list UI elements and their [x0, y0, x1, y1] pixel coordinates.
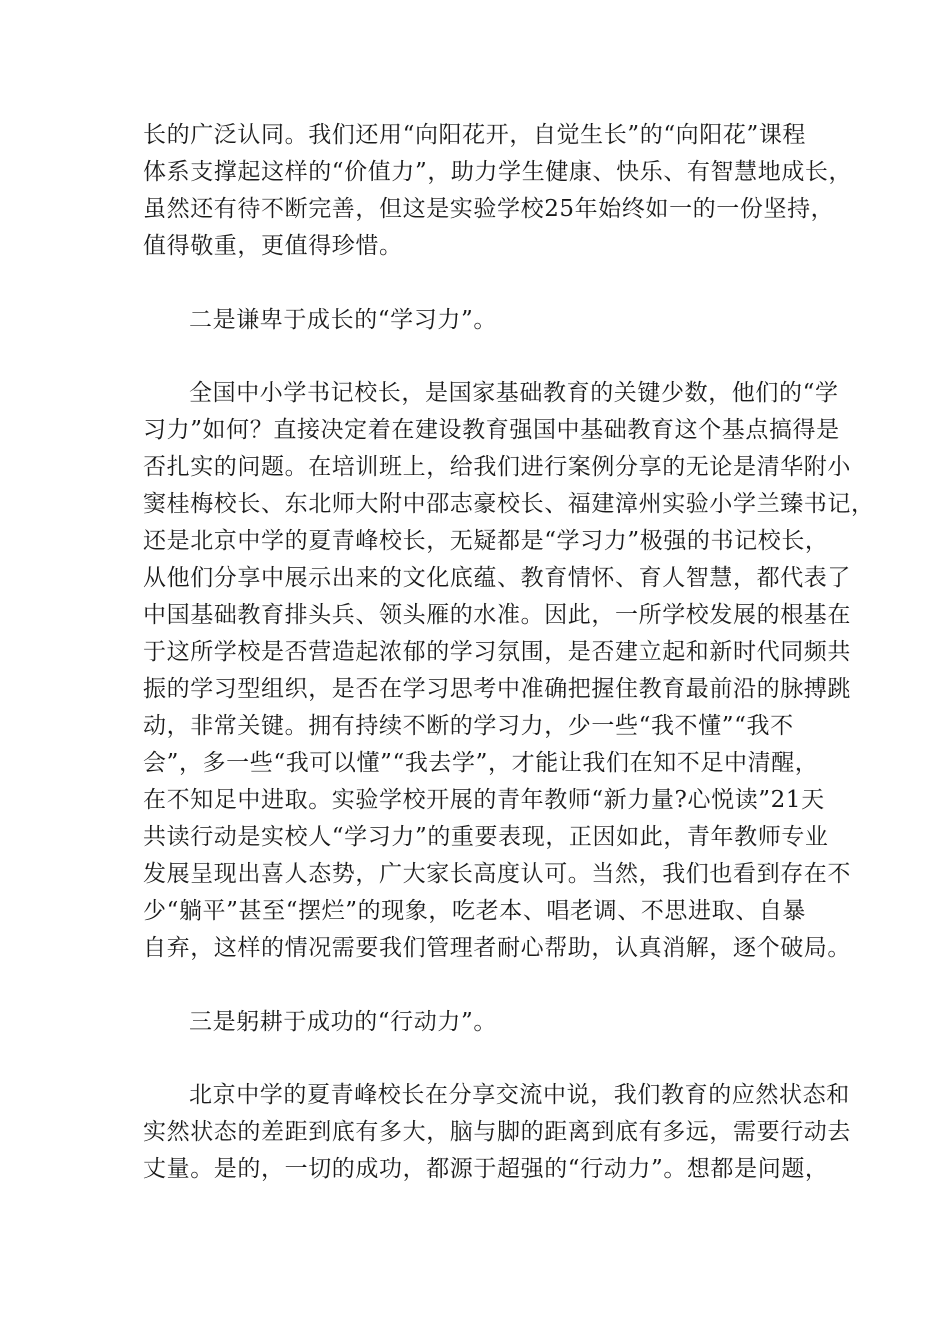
paragraph-line: 发展呈现出喜人态势，广大家长高度认可。当然，我们也看到存在不	[143, 861, 851, 887]
section-heading: 二是谦卑于成长的“学习力”。	[189, 307, 497, 333]
paragraph-line: 否扎实的问题。在培训班上，给我们进行案例分享的无论是清华附小	[143, 454, 851, 480]
paragraph-line: 动，非常关键。拥有持续不断的学习力，少一些“我不懂”“我不	[143, 713, 794, 739]
paragraph-line: 在不知足中进取。实验学校开展的青年教师“新力量?心悦读”21天	[143, 787, 825, 813]
paragraph-line: 全国中小学书记校长，是国家基础教育的关键少数，他们的“学	[189, 380, 839, 406]
paragraph-line: 长的广泛认同。我们还用“向阳花开，自觉生长”的“向阳花”课程	[143, 122, 807, 148]
paragraph-line: 自弃，这样的情况需要我们管理者耐心帮助，认真消解，逐个破局。	[143, 935, 851, 961]
section-heading: 三是躬耕于成功的“行动力”。	[189, 1009, 497, 1035]
paragraph-line: 北京中学的夏青峰校长在分享交流中说，我们教育的应然状态和	[189, 1082, 850, 1108]
paragraph-line: 值得敬重，更值得珍惜。	[143, 233, 403, 259]
paragraph-line: 实然状态的差距到底有多大，脑与脚的距离到底有多远，需要行动去	[143, 1119, 851, 1145]
paragraph-line: 习力”如何？直接决定着在建设教育强国中基础教育这个基点搞得是	[143, 417, 840, 443]
paragraph-line: 会”，多一些“我可以懂”“我去学”，才能让我们在知不足中清醒，	[143, 750, 819, 776]
paragraph-line: 少“躺平”甚至“摆烂”的现象，吃老本、唱老调、不思进取、自暴	[143, 898, 807, 924]
paragraph-line: 体系支撑起这样的“价值力”，助力学生健康、快乐、有智慧地成长，	[143, 159, 853, 185]
paragraph-line: 于这所学校是否营造起浓郁的学习氛围，是否建立起和新时代同频共	[143, 639, 851, 665]
paragraph-line: 从他们分享中展示出来的文化底蕴、教育情怀、育人智慧，都代表了	[143, 565, 851, 591]
paragraph-line: 还是北京中学的夏青峰校长，无疑都是“学习力”极强的书记校长，	[143, 528, 829, 554]
paragraph-line: 丈量。是的，一切的成功，都源于超强的“行动力”。想都是问题，	[143, 1156, 829, 1182]
paragraph-line: 虽然还有待不断完善，但这是实验学校25年始终如一的一份坚持，	[143, 196, 835, 222]
paragraph-line: 中国基础教育排头兵、领头雁的水准。因此，一所学校发展的根基在	[143, 602, 851, 628]
paragraph-line: 振的学习型组织，是否在学习思考中准确把握住教育最前沿的脉搏跳	[143, 676, 851, 702]
paragraph-line: 共读行动是实校人“学习力”的重要表现，正因如此，青年教师专业	[143, 824, 829, 850]
paragraph-line: 窦桂梅校长、东北师大附中邵志豪校长、福建漳州实验小学兰臻书记，	[143, 491, 875, 517]
